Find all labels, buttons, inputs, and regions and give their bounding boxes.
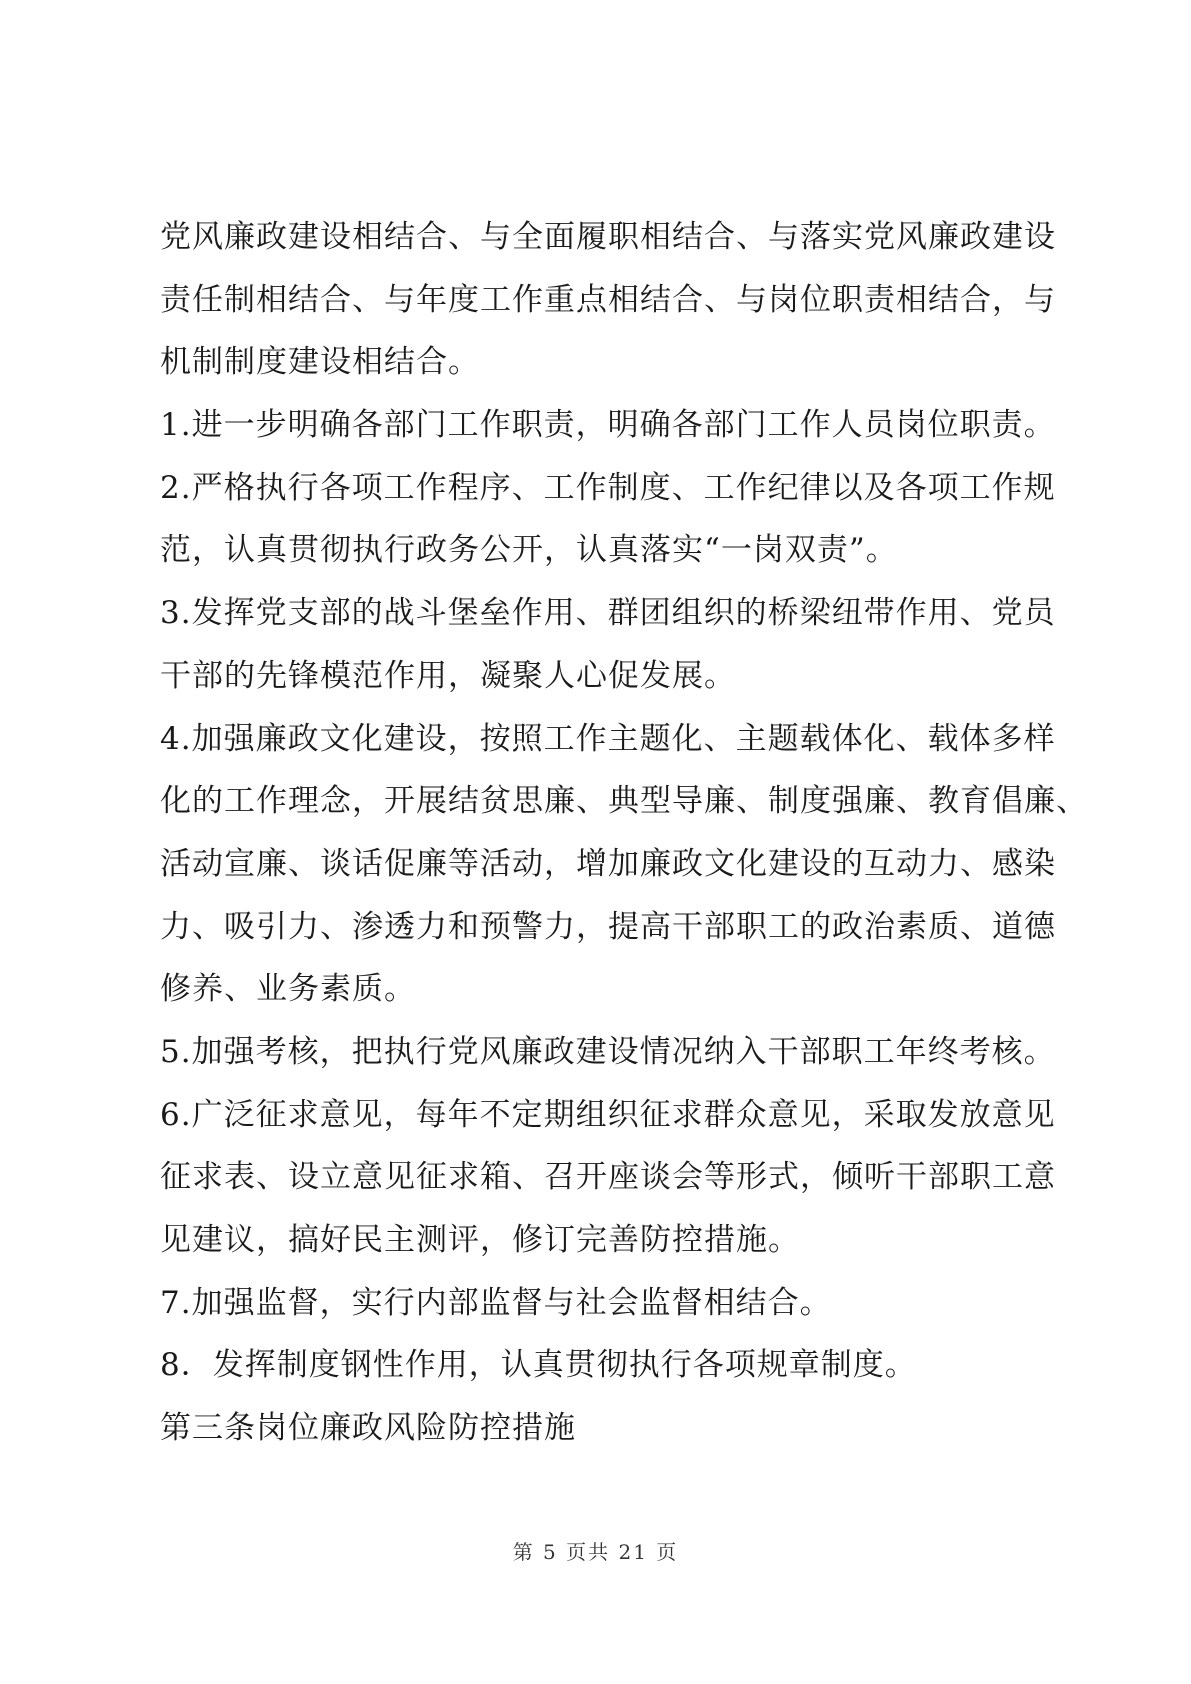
text-line: 见建议，搞好民主测评，修订完善防控措施。 (160, 1222, 800, 1258)
document-body (160, 206, 1088, 1460)
text-line: 修养、业务素质。 (160, 971, 416, 1008)
text-line: 干部的先锋模范作用，凝聚人心促发展。 (160, 657, 736, 694)
text-line: 范，认真贯彻执行政务公开，认真落实“一岗双责”。 (160, 532, 898, 569)
list-item-1: 1.进一步明确各部门工作职责，明确各部门工作人员岗位职责。 (160, 407, 1056, 444)
list-item-5: 5.加强考核，把执行党风廉政建设情况纳入干部职工年终考核。 (160, 1033, 1056, 1070)
text-line: 征求表、设立意见征求箱、召开座谈会等形式，倾听干部职工意 (160, 1159, 1056, 1196)
text-line: 党风廉政建设相结合、与全面履职相结合、与落实党风廉政建设 (160, 219, 1056, 255)
section-heading: 第三条岗位廉政风险防控措施 (160, 1410, 576, 1447)
list-item-4: 4.加强廉政文化建设，按照工作主题化、主题载体化、载体多样 (160, 720, 1056, 757)
list-item-7: 7.加强监督，实行内部监督与社会监督相结合。 (160, 1284, 832, 1321)
text-line: 机制制度建设相结合。 (160, 344, 480, 381)
list-item-3: 3.发挥党支部的战斗堡垒作用、群团组织的桥梁纽带作用、党员 (160, 595, 1056, 632)
text-line: 力、吸引力、渗透力和预警力，提高干部职工的政治素质、道德 (160, 908, 1056, 945)
list-item-6: 6.广泛征求意见，每年不定期组织征求群众意见，采取发放意见 (160, 1096, 1056, 1133)
list-item-2: 2.严格执行各项工作程序、工作制度、工作纪律以及各项工作规 (160, 469, 1056, 506)
page-number-footer: 第 5 页共 21 页 (512, 1540, 679, 1564)
text-line: 责任制相结合、与年度工作重点相结合、与岗位职责相结合，与 (160, 281, 1056, 318)
text-line: 活动宣廉、谈话促廉等活动，增加廉政文化建设的互动力、感染 (160, 845, 1056, 882)
text-line: 化的工作理念，开展结贫思廉、典型导廉、制度强廉、教育倡廉、 (160, 783, 1088, 820)
list-item-8: 8．发挥制度钢性作用，认真贯彻执行各项规章制度。 (160, 1347, 917, 1384)
